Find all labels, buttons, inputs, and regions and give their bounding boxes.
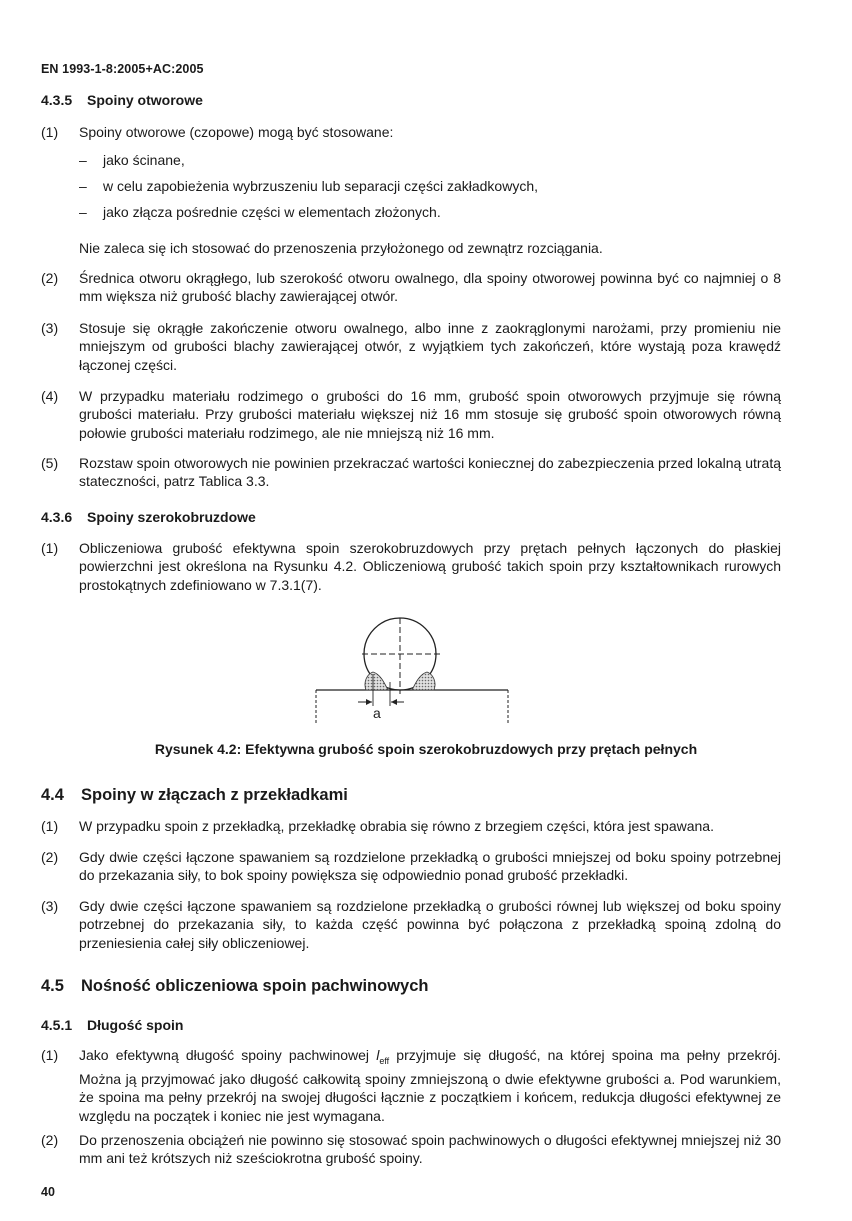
section-number: 4.3.5 [41, 92, 73, 108]
list-item-text: jako ścinane, [103, 152, 185, 168]
paragraph-text [79, 1046, 781, 1125]
section-heading-4-5-1 [41, 1017, 183, 1033]
symbol-l: l [376, 1047, 380, 1063]
paragraph-4-3-5-4 [41, 387, 781, 442]
list-item-text: w celu zapobieżenia wybrzuszeniu lub separacji części zakładkowych, [103, 178, 538, 194]
section-heading-4-3-6 [41, 509, 256, 525]
list-item-text: jako złącza pośrednie części w elementach złożonych. [103, 204, 441, 220]
paragraph-number: (2) [41, 270, 59, 286]
figure-caption: Rysunek 4.2: Efektywna grubość spoin szerokobruzdowych przy prętach pełnych [154, 741, 698, 757]
symbol-subscript-eff: eff [379, 1055, 390, 1066]
section-title: Nośność obliczeniowa spoin pachwinowych [81, 977, 429, 995]
document-header: EN 1993-1-8:2005+AC:2005 [41, 62, 204, 76]
paragraph-4-3-5-2 [41, 269, 781, 306]
paragraph-text-rest: przyjmuje się długość, na której spoina ma pełny przekrój. Można ją przyjmować jako długość całkowitą spoiny zmniejszoną o dwie efektywne grubości a. Pod warunkiem, że spoina ma pełny przekrój na swojej długości łącznie z początkiem i końcem, redukcja długości efektywnej ze względu na początek i koniec nie jest wymagana. [79, 1047, 781, 1124]
paragraph-text: Do przenoszenia obciążeń nie powinno się stosować spoin pachwinowych o długości efektywnej mniejszej niż 30 mm ani też krótszych niż sześciokrotna grubość spoiny. [79, 1132, 781, 1167]
left-weld [365, 672, 388, 690]
paragraph-number: (2) [41, 1132, 59, 1148]
list-item [79, 177, 538, 195]
paragraph-text-start: Jako efektywną długość spoiny pachwinowej [79, 1047, 377, 1063]
paragraph-text: Stosuje się okrągłe zakończenie otworu owalnego, albo inne z zaokrąglonymi narożami, przy promieniu nie mniejszym od grubości blachy zawierającej otwór, z wyjątkiem tych zakończeń, które wystają poza krawędź łączonej części. [79, 320, 781, 373]
section-heading-4-4 [41, 786, 348, 805]
paragraph-4-4-3 [41, 897, 781, 952]
section-title: Spoiny otworowe [87, 92, 203, 108]
list-item [79, 203, 441, 221]
paragraph-text: Gdy dwie części łączone spawaniem są rozdzielone przekładką o grubości równej lub większej od boku spoiny potrzebnej do przekazania siły, to każda część powinna być połączona z przekładką spoiną zdolną do przeniesienia całej siły obliczeniowej. [79, 898, 781, 951]
section-title: Spoiny szerokobruzdowe [87, 509, 256, 525]
section-title: Długość spoin [87, 1017, 184, 1033]
section-number: 4.3.6 [41, 509, 73, 525]
paragraph-4-3-6-1 [41, 539, 781, 594]
arrowhead-right [391, 699, 397, 705]
section-title: Spoiny w złączach z przekładkami [81, 786, 348, 804]
paragraph-number: (1) [41, 124, 59, 140]
note-text: Nie zaleca się ich stosować do przenoszenia przyłożonego od zewnątrz rozciągania. [79, 240, 603, 256]
paragraph-text: Gdy dwie części łączone spawaniem są rozdzielone przekładką o grubości mniejszej od boku spoiny potrzebnej do przekazania siły, to bok spoiny powiększa się odpowiednio ponad grubość przekładki. [79, 849, 781, 884]
dash: – [79, 178, 87, 194]
paragraph-number: (1) [41, 818, 59, 834]
list-item [79, 151, 185, 169]
page-number: 40 [41, 1185, 55, 1199]
paragraph-4-4-2 [41, 848, 781, 885]
paragraph-number: (2) [41, 849, 59, 865]
paragraph-number: (3) [41, 320, 59, 336]
section-number: 4.5 [41, 977, 64, 995]
paragraph-number: (1) [41, 1047, 59, 1063]
dash: – [79, 152, 87, 168]
paragraph-number: (4) [41, 388, 59, 404]
paragraph-4-4-1 [41, 817, 781, 835]
paragraph-4-3-5-1 [41, 123, 781, 141]
section-heading-4-5 [41, 977, 428, 996]
section-number: 4.5.1 [41, 1017, 73, 1033]
paragraph-4-5-1-2 [41, 1131, 781, 1168]
arrowhead-left [366, 699, 372, 705]
paragraph-4-3-5-3 [41, 319, 781, 374]
paragraph-4-3-5-5 [41, 454, 781, 491]
right-weld [412, 672, 435, 690]
paragraph-number: (5) [41, 455, 59, 471]
paragraph-text: Spoiny otworowe (czopowe) mogą być stosowane: [79, 124, 394, 140]
dimension-label-a: a [373, 705, 381, 721]
section-number: 4.4 [41, 786, 64, 804]
paragraph-text: Średnica otworu okrągłego, lub szerokość otworu owalnego, dla spoiny otworowej powinna być co najmniej o 8 mm większa niż grubość blachy zawierającej otwór. [79, 270, 781, 305]
paragraph-number: (1) [41, 540, 59, 556]
paragraph-text: W przypadku spoin z przekładką, przekładkę obrabia się równo z brzegiem części, która jest spawana. [79, 818, 714, 834]
paragraph-text: Obliczeniowa grubość efektywna spoin szerokobruzdowych przy prętach pełnych łączonych do płaskiej powierzchni jest określona na Rysunku 4.2. Obliczeniową grubość takich spoin przy kształtownikach rurowych prostokątnych zdefiniowano w 7.3.1(7). [79, 540, 781, 593]
section-heading-4-3-5 [41, 92, 203, 108]
flare-groove-weld-figure [310, 616, 515, 732]
paragraph-text: Rozstaw spoin otworowych nie powinien przekraczać wartości koniecznej do zabezpieczenia przed lokalną utratą stateczności, patrz Tablica 3.3. [79, 455, 781, 490]
dash: – [79, 204, 87, 220]
paragraph-text: W przypadku materiału rodzimego o grubości do 16 mm, grubość spoin otworowych przyjmuje się równą grubości materiału. Przy grubości materiału większej niż 16 mm stosuje się grubość spoin otworowych równą połowie grubości materiału rodzimego, ale nie mniejszą niż 16 mm. [79, 388, 781, 441]
paragraph-number: (3) [41, 898, 59, 914]
paragraph-4-5-1-1 [41, 1046, 781, 1125]
